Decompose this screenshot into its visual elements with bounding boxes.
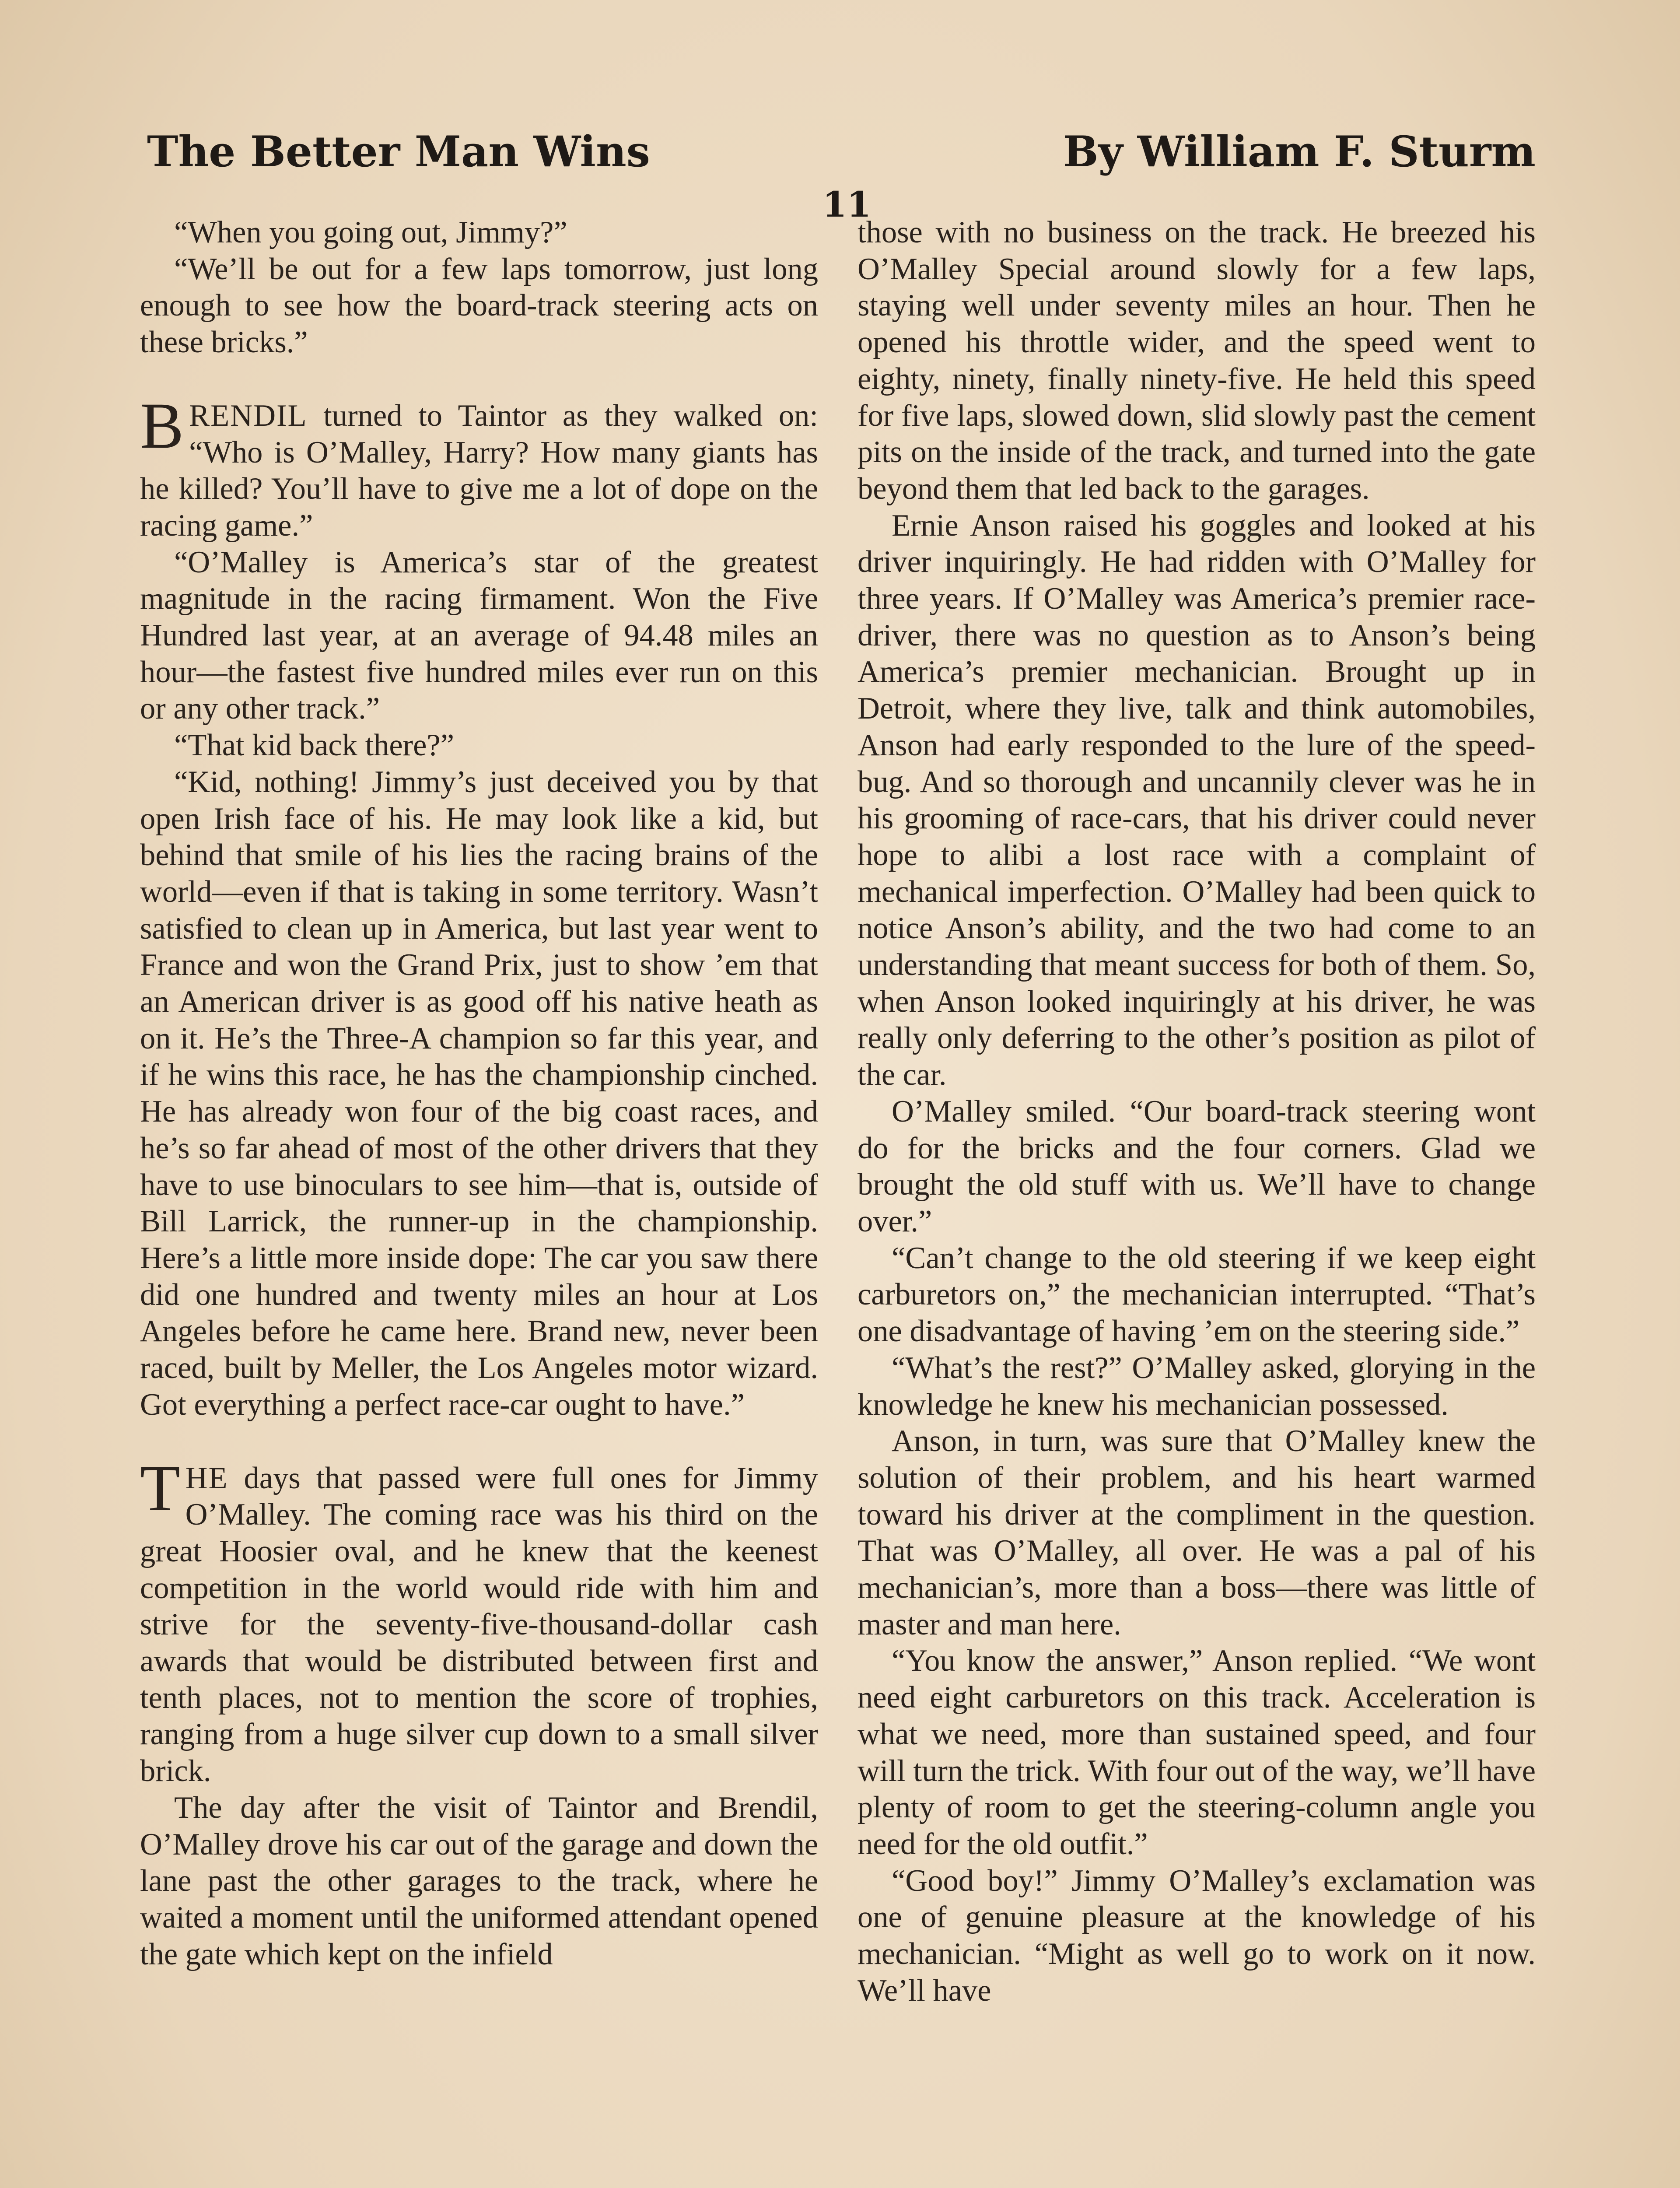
paragraph: The day after the visit of Taintor and Brendil, O’Malley drove his car out of the garage and down the lane past the other garages to the track, where he waited a moment until the uniformed attendant opened the gate which kept on the infield: [140, 1790, 818, 1971]
drop-cap: B: [140, 389, 184, 462]
page-number: 11: [822, 184, 872, 225]
paragraph: “Can’t change to the old steering if we keep eight carburetors on,” the mechanician interrupted. “That’s one disadvantage of having ’em on the steering side.”: [858, 1241, 1536, 1349]
small-caps-word: RENDIL: [189, 398, 308, 433]
paragraph-dropcap: [140, 389, 818, 544]
paragraph: “We’ll be out for a few laps tomorrow, just long enough to see how the board-track steering acts on these bricks.”: [140, 252, 818, 360]
small-caps-word: HE: [185, 1461, 228, 1495]
paragraph: O’Malley smiled. “Our board-track steering wont do for the bricks and the four corners. Glad we brought the old stuff with us. We’ll have to change over.”: [858, 1094, 1536, 1238]
paragraph-dropcap: [140, 1452, 818, 1790]
story-title: The Better Man Wins: [147, 127, 650, 176]
paragraph: those with no business on the track. He breezed his O’Malley Special around slowly for a few laps, staying well under seventy miles an hour. Then he opened his throttle wider, and the speed went to eighty, ninety, finally ninety-five. He held this speed for five laps, slowed down, slid slowly past the cement pits on the inside of the track, and turned into the gate beyond them that led back to the garages.: [858, 215, 1536, 506]
author-byline: By William F. Sturm: [1063, 127, 1536, 176]
paragraph: “What’s the rest?” O’Malley asked, glorying in the knowledge he knew his mechanician possessed.: [858, 1350, 1536, 1422]
paragraph: “Good boy!” Jimmy O’Malley’s exclamation was one of genuine pleasure at the knowledge of his mechanician. “Might as well go to work on it now. We’ll have: [858, 1863, 1536, 2008]
section-gap: [140, 1424, 818, 1460]
paragraph-text: days that passed were full ones for Jimmy O’Malley. The coming race was his third on the great Hoosier oval, and he knew that the keenest competition in the world would ride with him and strive for the seventy-five-thousand-dollar cash awards that would be distributed between first and tenth places, not to mention the score of trophies, ranging from a huge silver cup down to a small silver brick.: [140, 1461, 818, 1788]
right-column: [858, 214, 1536, 2188]
paragraph: Ernie Anson raised his goggles and looked at his driver inquiringly. He had ridden with O’Malley for three years. If O’Malley was America’s premier race-driver, there was no question as to Anson’s being America’s premier mechanician. Brought up in Detroit, where they live, talk and think automobiles, Anson had early responded to the lure of the speed-bug. And so thorough and uncannily clever was he in his grooming of race-cars, that his driver could never hope to alibi a lost race with a complaint of mechanical imperfection. O’Malley had been quick to notice Anson’s ability, and the two had come to an understanding that meant success for both of them. So, when Anson looked inquiringly at his driver, he was really only deferring to the other’s position as pilot of the car.: [858, 508, 1536, 1092]
paragraph: “That kid back there?”: [174, 728, 455, 763]
paragraph: “O’Malley is America’s star of the greatest magnitude in the racing firmament. Won the Five Hundred last year, at an average of 94.48 miles an hour—the fastest five hundred miles ever run on this or any other track.”: [140, 545, 818, 726]
paragraph: “You know the answer,” Anson replied. “We wont need eight carburetors on this track. Acceleration is what we need, more than sustained speed, and four will turn the trick. With four out of the way, we’ll have plenty of room to get the steering-column angle you need for the old outfit.”: [858, 1644, 1536, 1861]
paragraph-text: turned to Taintor as they walked on: “Who is O’Malley, Harry? How many giants has he killed? You’ll have to give me a lot of dope on the racing game.”: [140, 398, 818, 543]
paragraph: Anson, in turn, was sure that O’Malley knew the solution of their problem, and his heart warmed toward his driver at the compliment in the question. That was O’Malley, all over. He was a pal of his mechanician’s, more than a boss—there was little of master and man here.: [858, 1424, 1536, 1641]
left-column: [140, 214, 818, 2188]
paragraph: “When you going out, Jimmy?”: [174, 215, 567, 249]
paragraph: “Kid, nothing! Jimmy’s just deceived you by that open Irish face of his. He may look like a kid, but behind that smile of his lies the racing brains of the world—even if that is taking in some territory. Wasn’t satisfied to clean up in America, but last year went to France and won the Grand Prix, just to show ’em that an American driver is as good off his native heath as on it. He’s the Three-A champion so far this year, and if he wins this race, he has the championship cinched. He has already won four of the big coast races, and he’s so far ahead of most of the other drivers that they have to use binoculars to see him—that is, outside of Bill Larrick, the runner-up in the championship. Here’s a little more inside dope: The car you saw there did one hundred and twenty miles an hour at Los Angeles before he came here. Brand new, never been raced, built by Meller, the Los Angeles motor wizard. Got everything a perfect race-car ought to have.”: [140, 764, 818, 1422]
section-gap: [140, 361, 818, 398]
drop-cap: T: [140, 1452, 180, 1525]
